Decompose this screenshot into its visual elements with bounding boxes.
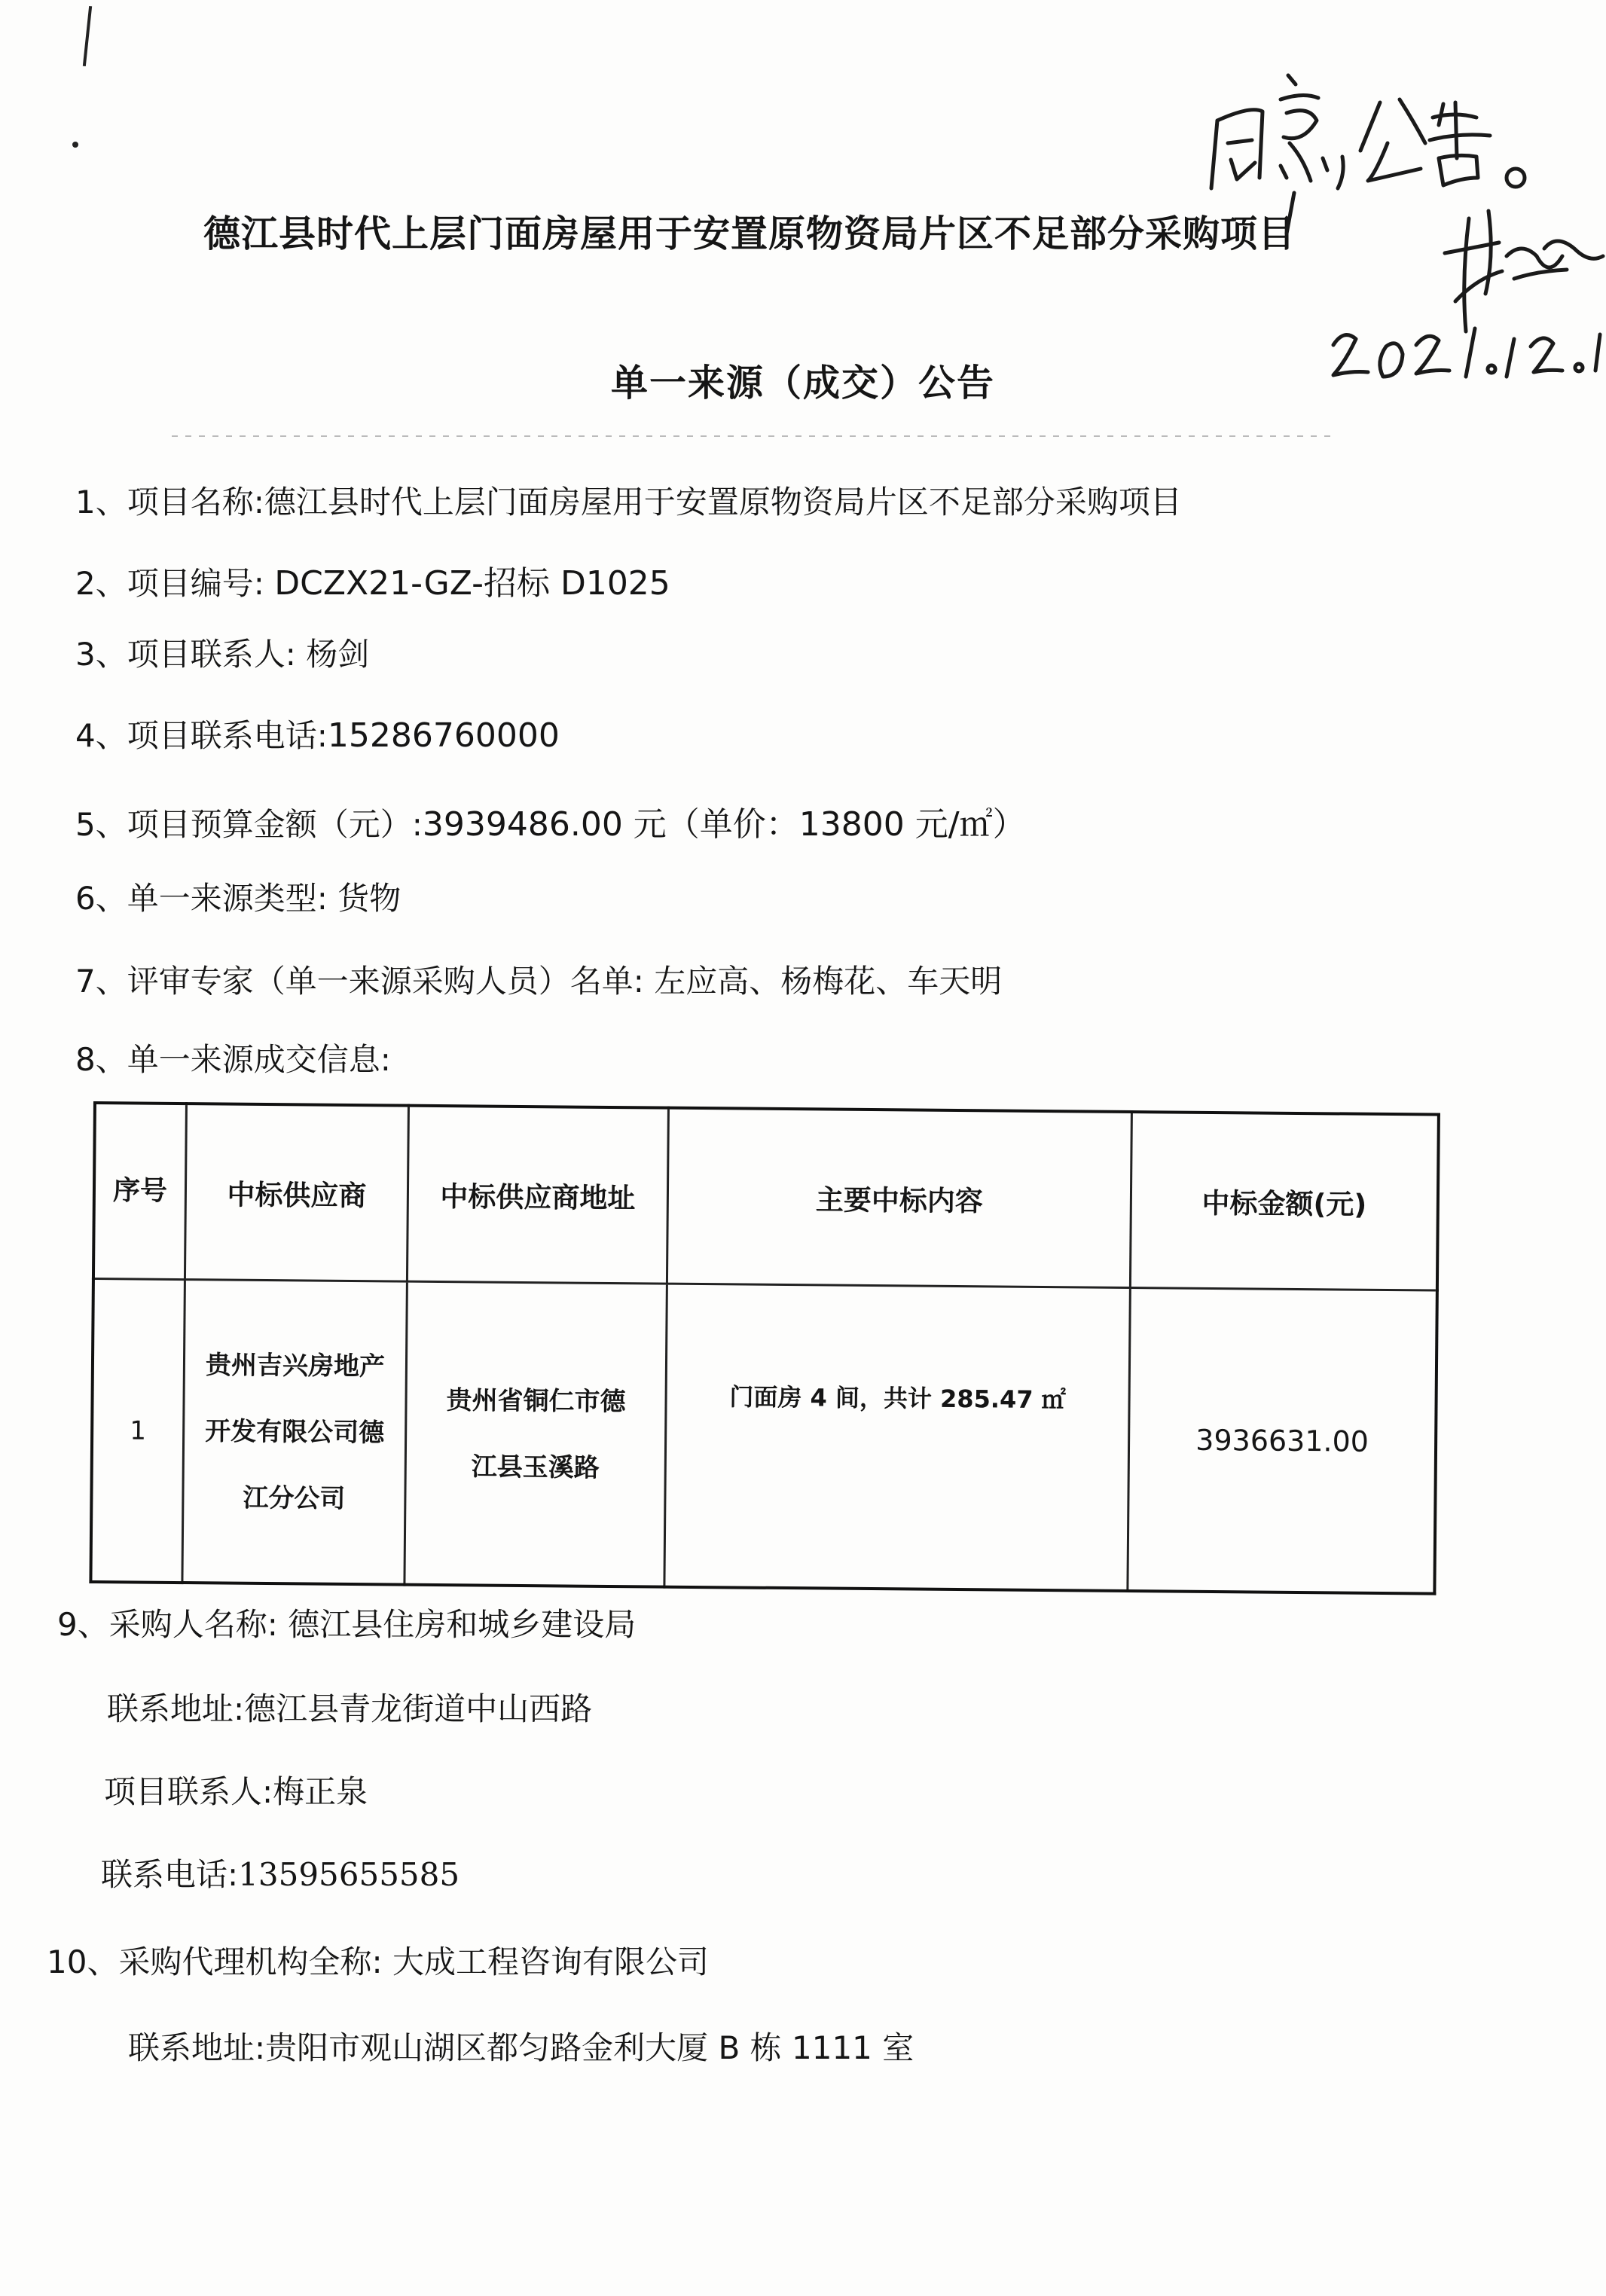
table-header-row <box>93 1103 1439 1290</box>
deal-table <box>89 1101 1440 1595</box>
item-agency-name: 10、采购代理机构全称: 大成工程咨询有限公司 <box>47 1943 709 1980</box>
item-project-phone: 4、项目联系电话:15286760000 <box>75 716 560 755</box>
item-project-contact: 3、项目联系人: 杨剑 <box>75 636 370 673</box>
item-budget: 5、项目预算金额（元）:3939486.00 元（单价：13800 元/㎡） <box>75 805 1026 844</box>
table-row <box>90 1279 1437 1594</box>
document-title: 德江县时代上层门面房屋用于安置原物资局片区不足部分采购项目 <box>203 212 1296 255</box>
document-subtitle: 单一来源（成交）公告 <box>610 362 995 405</box>
item-purchaser-name: 9、采购人名称: 德江县住房和城乡建设局 <box>57 1606 637 1643</box>
purchaser-phone: 联系电话:13595655585 <box>101 1856 460 1893</box>
header-supplier: 中标供应商 <box>185 1104 408 1281</box>
cell-supplier: 贵州吉兴房地产开发有限公司德江分公司 <box>182 1280 408 1585</box>
item-project-number: 2、项目编号: DCZX21-GZ-招标 D1025 <box>75 564 670 603</box>
cell-seq: 1 <box>90 1279 185 1583</box>
purchaser-contact: 项目联系人:梅正泉 <box>104 1773 368 1810</box>
handwritten-approval-signature <box>1190 30 1606 384</box>
item-deal-info: 8、单一来源成交信息: <box>75 1041 391 1078</box>
cell-content: 门面房 4 间，共计 285.47 ㎡ <box>664 1284 1130 1591</box>
scan-mark <box>83 6 92 66</box>
separator-line <box>172 435 1332 437</box>
item-project-name: 1、项目名称:德江县时代上层门面房屋用于安置原物资局片区不足部分采购项目 <box>75 484 1182 521</box>
purchaser-address: 联系地址:德江县青龙街道中山西路 <box>107 1690 593 1727</box>
handwriting-strokes <box>1190 30 1606 384</box>
header-amount: 中标金额(元) <box>1130 1112 1439 1290</box>
header-content: 主要中标内容 <box>667 1108 1131 1288</box>
cell-address: 贵州省铜仁市德江县玉溪路 <box>405 1281 667 1586</box>
item-experts: 7、评审专家（单一来源采购人员）名单: 左应高、杨梅花、车天明 <box>75 963 1003 1000</box>
agency-address: 联系地址:贵阳市观山湖区都匀路金利大厦 B 栋 1111 室 <box>128 2029 914 2066</box>
cell-amount: 3936631.00 <box>1128 1288 1437 1594</box>
header-seq: 序号 <box>93 1103 187 1280</box>
header-address: 中标供应商地址 <box>407 1106 668 1284</box>
item-source-type: 6、单一来源类型: 货物 <box>75 880 402 917</box>
scan-dot <box>72 142 78 148</box>
